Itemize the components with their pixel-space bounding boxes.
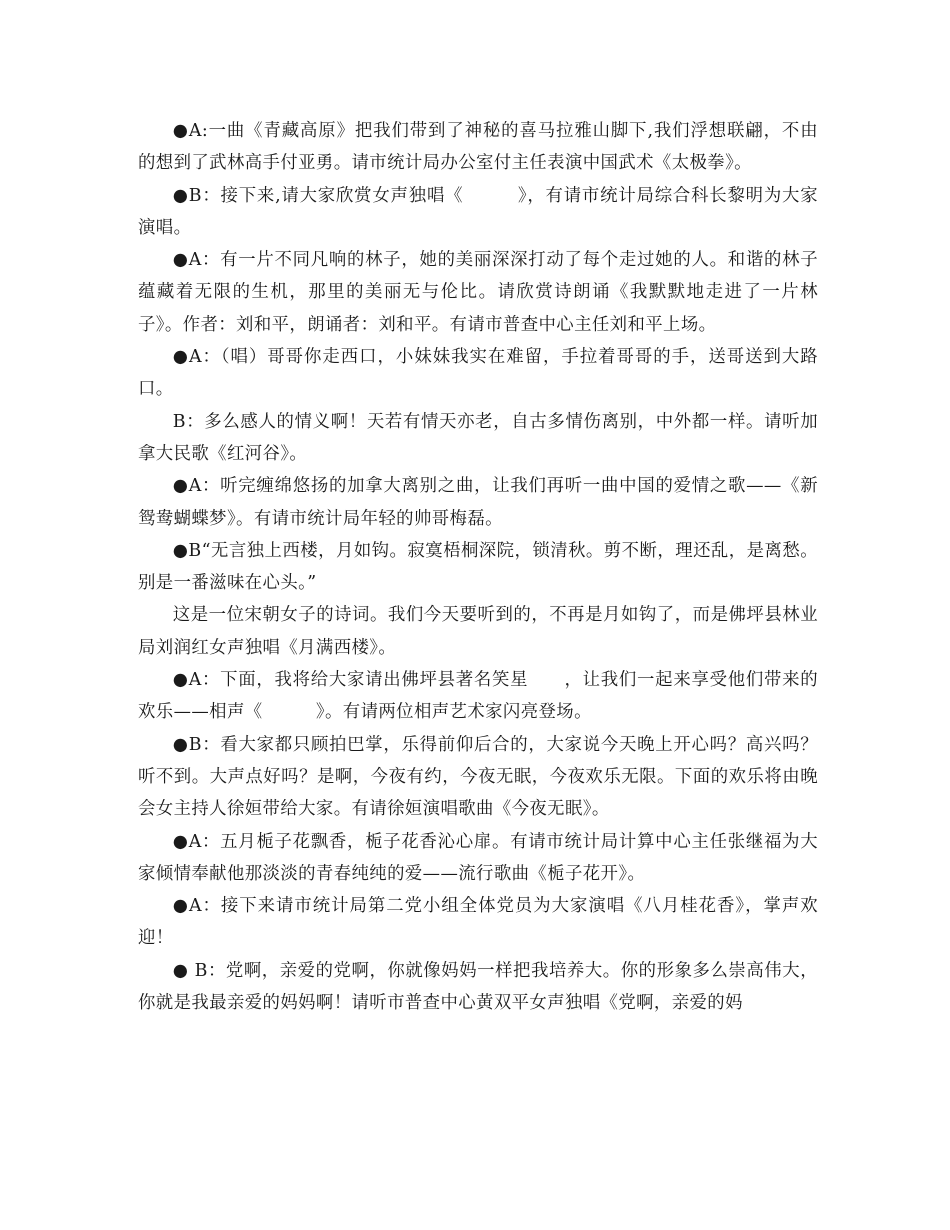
paragraph-3: ●A：有一片不同凡响的林子，她的美丽深深打动了每个走过她的人。和谐的林子蕴藏着无限的生机，那里的美丽无与伦比。请欣赏诗朗诵《我默默地走进了一片林子》。作者：刘和平，朗诵者：刘和平。有请市普查中心主任刘和平上场。 bbox=[138, 250, 818, 335]
paragraph-4: ●A：（唱）哥哥你走西口，小妹妹我实在难留，手拉着哥哥的手，送哥送到大路口。 bbox=[138, 347, 818, 400]
paragraph-1: ●A:一曲《青藏高原》把我们带到了神秘的喜马拉雅山脚下,我们浮想联翩，不由的想到了武林高手付亚勇。请市统计局办公室付主任表演中国武术《太极拳》。 bbox=[138, 121, 818, 174]
paragraph-6: ●A：听完缠绵悠扬的加拿大离别之曲，让我们再听一曲中国的爱情之歌——《新鸳鸯蝴蝶梦》。有请市统计局年轻的帅哥梅磊。 bbox=[138, 476, 818, 529]
paragraph-13: ● B：党啊，亲爱的党啊，你就像妈妈一样把我培养大。你的形象多么崇高伟大，你就是我最亲爱的妈妈啊！请听市普查中心黄双平女声独唱《党啊，亲爱的妈 bbox=[138, 960, 818, 1014]
document-body bbox=[138, 115, 818, 1019]
paragraph-2: ●B：接下来,请大家欣赏女声独唱《 》，有请市统计局综合科长黎明为大家演唱。 bbox=[138, 185, 818, 238]
paragraph-5: B：多么感人的情义啊！天若有情天亦老，自古多情伤离别，中外都一样。请听加拿大民歌《红河谷》。 bbox=[138, 411, 818, 464]
paragraph-9: ●A：下面，我将给大家请出佛坪县著名笑星 ，让我们一起来享受他们带来的欢乐——相声《 》。有请两位相声艺术家闪亮登场。 bbox=[138, 670, 818, 723]
paragraph-10: ●B：看大家都只顾拍巴掌，乐得前仰后合的，大家说今天晚上开心吗？高兴吗？ 听不到。大声点好吗？是啊，今夜有约，今夜无眠，今夜欢乐无限。下面的欢乐将由晚会女主持人徐姮带给大家。有请徐姮演唱歌曲《今夜无眠》。 bbox=[138, 734, 818, 820]
paragraph-12: ●A：接下来请市统计局第二党小组全体党员为大家演唱《八月桂花香》，掌声欢迎！ bbox=[138, 896, 818, 949]
paragraph-7: ●B“无言独上西楼，月如钩。寂寞梧桐深院，锁清秋。剪不断，理还乱，是离愁。别是一番滋味在心头。” bbox=[138, 540, 818, 594]
paragraph-8: 这是一位宋朝女子的诗词。我们今天要听到的，不再是月如钩了，而是佛坪县林业局刘润红女声独唱《月满西楼》。 bbox=[138, 605, 818, 658]
paragraph-11: ●A：五月栀子花飘香，栀子花香沁心扉。有请市统计局计算中心主任张继福为大家倾情奉献他那淡淡的青春纯纯的爱——流行歌曲《栀子花开》。 bbox=[138, 831, 818, 884]
